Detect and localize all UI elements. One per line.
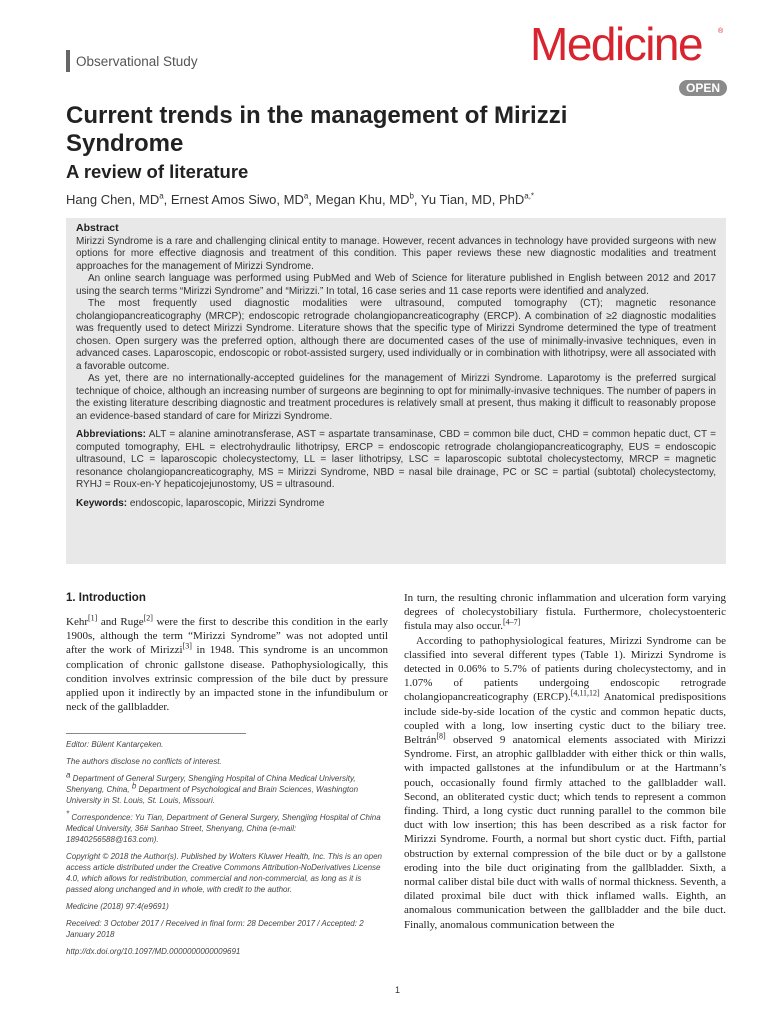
registered-mark: ® — [718, 28, 724, 35]
article-notes — [66, 739, 388, 963]
body-paragraph: Kehr[1] and Ruge[2] were the first to describe this condition in the early 1900s, although the term “Mirizzi Syndrome” was not adopted until after the work of Mirizzi[3] in 1948. This syndrome is an uncommon complication of chronic gallstone disease. Pathophysiologically, this condition involves extrinsic compression of the bile duct by pressure applied upon it indirectly by an impacted stone in the infundibulum or neck of the gallbladder. — [66, 613, 389, 714]
body-paragraph: In turn, the resulting chronic inflammation and ulceration form varying degrees of cholecystobiliary fistula. Furthermore, cholecystoenteric fistula may also occur.[4–7] — [404, 592, 726, 633]
page-number: 1 — [394, 985, 400, 995]
abstract-paragraph: The most frequently used diagnostic modalities were ultrasound, computed tomography (CT); magnetic resonance cholangiopancreaticography (MRCP); endoscopic retrograde cholangiopancreaticography (ERCP). A combination of ≥2 diagnostic modalities was frequently used to detect Mirizzi Syndrome. Literature shows that the specific type of Mirizzi Syndrome determined the type of treatment chosen. Open surgery was the preferred option, although there are documented cases of the use of minimally-invasive techniques, even in advanced cases. Laparoscopic, endoscopic or robot-assisted surgery, used individually or in combination with lithotripsy, were all associated with a favorable outcome. — [76, 298, 716, 372]
author: Megan Khu, $MD^b$, — [315, 191, 421, 207]
correspondence: * Correspondence: Yu Tian, Department of General Surgery, Shengjing Hospital of China Medical University, 36# Sanhao Street, Shenyang, China (e-mail: 18940256588@163.com). — [66, 809, 381, 844]
journal-logo: Medicine — [530, 18, 703, 70]
article-title: Current trends in the management of Mirizzi Syndrome — [66, 102, 568, 157]
right-column — [404, 591, 726, 932]
abstract-box — [66, 218, 726, 564]
abstract-paragraph: Mirizzi Syndrome is a rare and challenging clinical entity to manage. However, recent advances in technology have provided surgeons with new options for more effective diagnosis and treatment of this condition. This paper reviews these new diagnostic modalities and treatment approaches for the management of Mirizzi Syndrome. — [76, 235, 716, 272]
keywords: Keywords: endoscopic, laparoscopic, Mirizzi Syndrome — [76, 497, 325, 509]
received-dates: Received: 3 October 2017 / Received in final form: 28 December 2017 / Accepted: 2 January 2018 — [66, 919, 364, 939]
footnote-divider — [66, 733, 246, 734]
abbreviations-label: Abbreviations: — [76, 429, 147, 440]
section-heading-introduction: 1. Introduction — [66, 592, 146, 604]
left-column — [66, 591, 388, 714]
author-list — [66, 190, 726, 210]
abstract-heading: Abstract — [76, 222, 119, 234]
body-paragraph: According to pathophysiological features, Mirizzi Syndrome can be classified into several different types (Table 1). Mirizzi Syndrome is detected in 0.06% to 5.7% of patients during cholecystectomy, and in 1.07% of patients undergoing endoscopic retrograde cholangiopancreaticography (ERCP).[4,11,12] Anatomical predispositions include side-by-side location of the cystic and common hepatic ducts, coupled with a long, low inserting cystic duct to the biliary tree. Beltrán[8] observed 9 anatomical elements associated with Mirizzi Syndrome. First, an atrophic gallbladder with either thick or thin walls, with impacted gallstones at the infundibulum or at the Hartmann’s pouch, occasionally found firmly attached to the gallbladder wall. Second, an obliterated cystic duct; which tends to represent a common finding. Third, a long cystic duct running parallel to the common bile duct with low insertion; this has been described as a risk factor for Mirizzi Syndrome. Fourth, a normal but short cystic duct. Fifth, partial obstruction by external compression of the bile duct or by a gallstone eroding into the bile duct originating from the gallbladder. Sixth, a normal caliber distal bile duct with walls of normal thickness. Seventh, a dilated proximal bile duct with thick inflamed walls. Eighth, an anomalous communication between the gallbladder and the bile duct. Finally, anomalous communication between the — [404, 634, 726, 931]
affiliations: $^a$ Department of General Surgery, Shengjing Hospital of China Medical University, Shenyang, China, $^b$ Department of Psychological and Brain Sciences, Washington University in St. Louis, St. Louis, Missouri. — [66, 770, 359, 805]
conflicts-note: The authors disclose no conflicts of interest. — [66, 757, 222, 766]
abstract-paragraph: An online search language was performed using PubMed and Web of Science for literature published in English between 2012 and 2017 using the search terms “Mirizzi Syndrome” and “Mirizzi.” In total, 16 case series and 11 case reports were identified and analyzed. — [76, 273, 716, 297]
keywords-label: Keywords: — [76, 497, 128, 509]
abstract-paragraph: As yet, there are no internationally-accepted guidelines for the management of Mirizzi Syndrome. Laparotomy is the preferred surgical technique of choice, although an increasing number of surgeons are beginning to opt for minimally-invasive techniques. The number of papers in the existing literature describing diagnostic and treatment procedures is relatively small at present, thus making it difficult to reasonably propose an evidence-based standard of care for Mirizzi Syndrome. — [76, 373, 716, 422]
editor-note: Editor: Bülent Kantarçeken. — [66, 740, 164, 749]
section-label: Observational Study — [66, 50, 198, 72]
author: Hang Chen, $MD^a$, — [66, 191, 171, 207]
author: Ernest Amos Siwo, $MD^a$, — [170, 191, 316, 207]
article-subtitle: A review of literature — [66, 161, 249, 182]
citation-note: Medicine (2018) 97:4(e9691) — [66, 902, 169, 911]
copyright-note: Copyright © 2018 the Author(s). Published by Wolters Kluwer Health, Inc. This is an open access article distributed under the Creative Commons Attribution-NoDerivatives License 4.0, which allows for redistribution, commercial and non-commercial, as long as it is passed along unchanged and in whole, with credit to the author. — [66, 852, 382, 894]
abbreviations: Abbreviations: ALT = alanine aminotransferase, AST = aspartate transaminase, CBD = common bile duct, CHD = common hepatic duct, CT = computed tomography, EHL = electrohydraulic lithotripsy, ERCP = endoscopic retrograde cholangiopancreaticography, EUS = endoscopic ultrasound, LC = laparoscopic cholecystectomy, LL = laser lithotripsy, LSC = laparoscopic subtotal cholecystectomy, MRCP = magnetic resonance cholangiopancreaticography, MS = Mirizzi Syndrome, NBD = nasal bile drainage, PC or SC = partial (subtotal) cholecystectomy, RYHJ = Roux-en-Y hepaticojejunostomy, US = ultrasound. — [76, 429, 716, 490]
doi-link[interactable]: http://dx.doi.org/10.1097/MD.0000000000009691 — [66, 947, 241, 956]
open-access-badge: OPEN — [679, 80, 727, 96]
author: Yu Tian, MD, PhD$^{a,*}$ — [420, 191, 535, 207]
